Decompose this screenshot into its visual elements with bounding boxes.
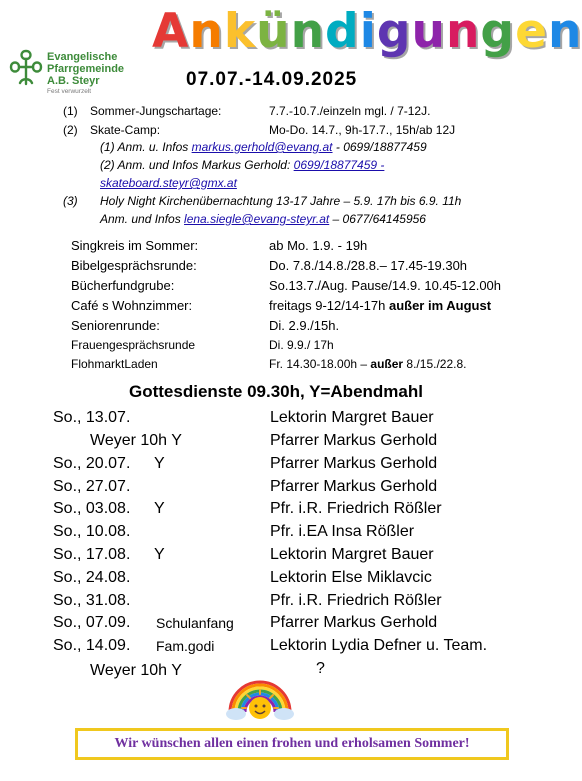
- weekly-label: Bücherfundgrube:: [71, 278, 175, 293]
- service-date: So., 10.08.: [53, 523, 131, 540]
- youth-note-2: [100, 158, 384, 173]
- weekly-label: Seniorenrunde:: [71, 318, 160, 333]
- service-person: Pfr. i.R. Friedrich Rößler: [270, 500, 442, 517]
- service-row: [53, 568, 533, 588]
- service-row: [53, 431, 533, 451]
- youth-item-label: Skate-Camp:: [90, 123, 161, 137]
- weekly-value: [269, 356, 466, 372]
- weekly-row-senioren: [71, 318, 551, 334]
- service-date: Weyer 10h Y: [90, 432, 182, 449]
- rainbow-sun-icon: [224, 672, 296, 724]
- weekly-value-tail: 8./15./22.8.: [403, 357, 467, 371]
- service-date: So., 20.07.: [53, 455, 131, 472]
- weekly-label: Café s Wohnzimmer:: [71, 298, 193, 313]
- service-row: [53, 477, 533, 497]
- email-link-skateboard[interactable]: skateboard.steyr@gmx.at: [100, 176, 237, 190]
- weekly-value-bold: außer im August: [388, 298, 492, 313]
- church-logo-icon: [8, 48, 44, 86]
- youth-item-number: (1): [63, 104, 78, 118]
- parish-name-line3: A.B. Steyr: [47, 75, 100, 87]
- heading-letter: g: [480, 4, 516, 59]
- youth-note-3: [100, 212, 426, 227]
- weekly-value: Do. 7.8./14.8./28.8.– 17.45-19.30h: [269, 258, 468, 273]
- service-row: [53, 408, 533, 428]
- heading-letter: k: [223, 4, 257, 59]
- weekly-value-bold: außer: [370, 357, 404, 371]
- weekly-row-singkreis: [71, 238, 551, 254]
- heading-letter: n: [189, 4, 224, 59]
- service-date: So., 03.08.: [53, 500, 131, 517]
- parish-name-line1: Evangelische: [47, 51, 118, 63]
- service-date: So., 13.07.: [53, 409, 131, 426]
- service-person: Lektorin Margret Bauer: [270, 409, 434, 426]
- youth-item-text: Holy Night Kirchenübernachtung 13-17 Jahre – 5.9. 17h bis 6.9. 11h: [100, 194, 462, 208]
- heading-letter: n: [445, 4, 481, 59]
- parish-tagline: Fest verwurzelt: [47, 88, 92, 95]
- weekly-value: [269, 298, 491, 314]
- weekly-value: So.13.7./Aug. Pause/14.9. 10.45-12.00h: [269, 278, 502, 293]
- page-heading: [152, 4, 582, 59]
- youth-item-number: (3): [63, 194, 78, 208]
- heading-letter: i: [359, 4, 377, 59]
- services-title: Gottesdienste 09.30h, Y=Abendmahl: [129, 382, 423, 401]
- weekly-label: FlohmarktLaden: [71, 357, 158, 371]
- service-communion-marker: Y: [154, 546, 165, 563]
- service-date: So., 07.09.: [53, 614, 131, 631]
- weekly-row-frauen: [71, 337, 551, 353]
- youth-note-1: [100, 140, 427, 155]
- email-link-lena[interactable]: lena.siegle@evang-steyr.at: [184, 212, 330, 226]
- youth-item-label: Sommer-Jungschartage:: [90, 104, 222, 118]
- weekly-value: Di. 9.9./ 17h: [269, 338, 334, 352]
- weekly-row-bibel: [71, 258, 551, 274]
- period-dates: 07.07.-14.09.2025: [186, 69, 358, 90]
- youth-item-number: (2): [63, 123, 78, 137]
- service-row: [53, 499, 533, 519]
- youth-note-2-cont: [100, 176, 237, 191]
- heading-letter: ü: [256, 4, 291, 59]
- service-date: So., 31.08.: [53, 592, 131, 609]
- service-note: Schulanfang: [156, 615, 234, 631]
- summer-wishes-banner: Wir wünschen allen einen frohen und erholsamen Sommer!: [75, 728, 509, 760]
- service-date: So., 14.09.: [53, 637, 131, 654]
- youth-item-3: [63, 194, 543, 209]
- youth-item-value: Mo-Do. 14.7., 9h-17.7., 15h/ab 12J: [269, 123, 456, 137]
- heading-letter: A: [152, 4, 190, 59]
- youth-item-2: [63, 123, 543, 138]
- service-row: [53, 613, 533, 633]
- note-text: (2) Anm. und Infos Markus Gerhold:: [100, 158, 294, 172]
- service-note: Fam.godi: [156, 638, 215, 654]
- service-communion-marker: Y: [154, 455, 165, 472]
- parish-name-line2: Pfarrgemeinde: [47, 63, 125, 75]
- weekly-label: Frauengesprächsrunde: [71, 338, 196, 352]
- service-date: Weyer 10h Y: [90, 662, 182, 679]
- email-link-markus[interactable]: markus.gerhold@evang.at: [191, 140, 333, 154]
- heading-letter: d: [325, 4, 360, 59]
- note-text: - 0699/18877459: [332, 140, 427, 154]
- note-text: – 0677/64145956: [329, 212, 426, 226]
- service-row: [53, 545, 533, 565]
- service-person: Pfarrer Markus Gerhold: [270, 478, 438, 495]
- weekly-row-buecher: [71, 278, 551, 294]
- service-row: [53, 522, 533, 542]
- weekly-label: Bibelgesprächsrunde:: [71, 258, 197, 273]
- service-row: [53, 591, 533, 611]
- parish-name: [47, 51, 124, 96]
- youth-item-1: [63, 104, 543, 119]
- phone-link-markus[interactable]: 0699/18877459 -: [293, 158, 385, 172]
- service-person: Pfr. i.R. Friedrich Rößler: [270, 592, 442, 609]
- heading-letter: u: [411, 4, 446, 59]
- service-person: Pfr. i.EA Insa Rößler: [270, 523, 415, 540]
- service-date: So., 24.08.: [53, 569, 131, 586]
- service-date: So., 17.08.: [53, 546, 131, 563]
- heading-letter: g: [376, 4, 412, 59]
- weekly-label: Singkreis im Sommer:: [71, 238, 199, 253]
- weekly-value-text: Fr. 14.30-18.00h –: [269, 357, 371, 371]
- service-row: [53, 454, 533, 474]
- service-person: Pfarrer Markus Gerhold: [270, 614, 438, 631]
- weekly-row-flohmarkt: [71, 356, 551, 372]
- heading-letter: e: [515, 4, 548, 59]
- service-person: Pfarrer Markus Gerhold: [270, 455, 438, 472]
- weekly-row-cafe: [71, 298, 551, 314]
- service-person: Lektorin Else Miklavcic: [270, 569, 432, 586]
- weekly-value-text: freitags 9-12/14-17h: [269, 298, 389, 313]
- weekly-value: Di. 2.9./15h.: [269, 318, 340, 333]
- heading-letter: n: [290, 4, 326, 59]
- heading-letter: n: [547, 4, 582, 59]
- service-communion-marker: Y: [154, 500, 165, 517]
- service-row: [53, 636, 533, 656]
- service-person: Lektorin Margret Bauer: [270, 546, 434, 563]
- youth-item-value: 7.7.-10.7./einzeln mgl. / 7-12J.: [269, 104, 431, 118]
- weekly-value: ab Mo. 1.9. - 19h: [269, 238, 368, 253]
- service-person: Lektorin Lydia Defner u. Team.: [270, 637, 488, 654]
- note-text: (1) Anm. u. Infos: [100, 140, 192, 154]
- service-person-unknown: ?: [316, 660, 325, 677]
- service-person: Pfarrer Markus Gerhold: [270, 432, 438, 449]
- service-date: So., 27.07.: [53, 478, 131, 495]
- note-text: Anm. und Infos: [100, 212, 185, 226]
